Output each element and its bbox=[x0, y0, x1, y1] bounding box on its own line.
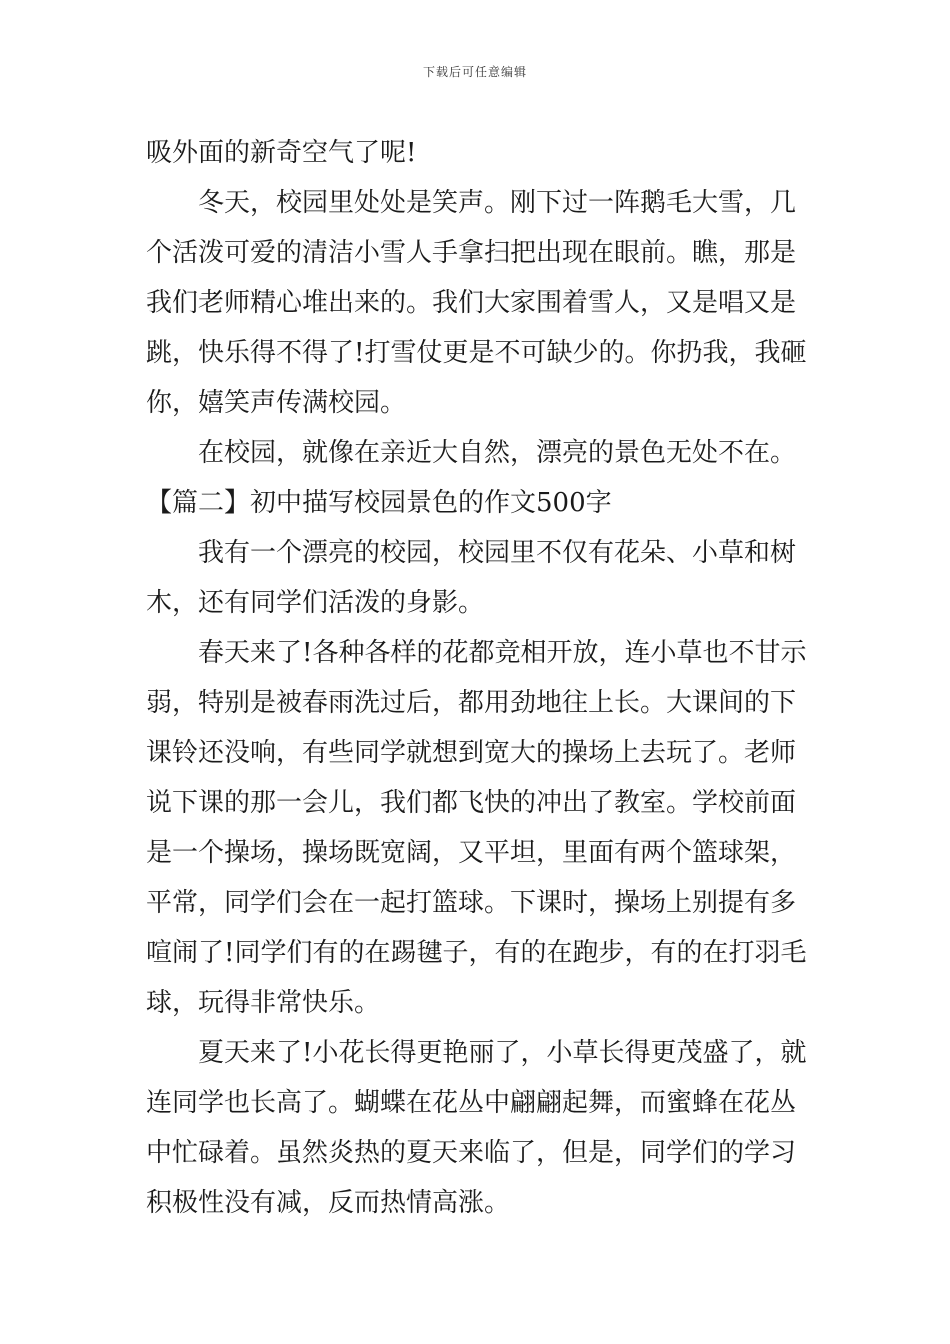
text-line: 弱，特别是被春雨洗过后，都用劲地往上长。大课间的下 bbox=[146, 688, 797, 718]
text-line: 说下课的那一会儿，我们都飞快的冲出了教室。学校前面 bbox=[146, 788, 797, 818]
text-line: 是一个操场，操场既宽阔，又平坦，里面有两个篮球架， bbox=[146, 838, 797, 868]
document-body bbox=[146, 128, 806, 1228]
paragraph-first-line: 冬天，校园里处处是笑声。刚下过一阵鹅毛大雪，几 bbox=[198, 188, 797, 218]
text-line: 球，玩得非常快乐。 bbox=[146, 988, 381, 1018]
text-line: 积极性没有减，反而热情高涨。 bbox=[146, 1188, 511, 1218]
text-line: 木，还有同学们活泼的身影。 bbox=[146, 588, 485, 618]
page-header: 下载后可任意编辑 bbox=[422, 65, 527, 79]
text-line: 吸外面的新奇空气了呢! bbox=[146, 138, 417, 168]
paragraph-first-line: 在校园，就像在亲近大自然，漂亮的景色无处不在。 bbox=[198, 438, 797, 468]
text-line: 个活泼可爱的清洁小雪人手拿扫把出现在眼前。瞧，那是 bbox=[146, 238, 797, 268]
paragraph-first-line: 我有一个漂亮的校园，校园里不仅有花朵、小草和树 bbox=[198, 538, 797, 568]
text-line: 课铃还没响，有些同学就想到宽大的操场上去玩了。老师 bbox=[146, 738, 797, 768]
paragraph-first-line: 夏天来了!小花长得更艳丽了，小草长得更茂盛了，就 bbox=[198, 1038, 806, 1068]
text-line: 我们老师精心堆出来的。我们大家围着雪人，又是唱又是 bbox=[146, 288, 797, 318]
text-line: 喧闹了!同学们有的在踢毽子，有的在跑步，有的在打羽毛 bbox=[146, 938, 806, 968]
text-line: 连同学也长高了。蝴蝶在花丛中翩翩起舞，而蜜蜂在花丛 bbox=[146, 1088, 797, 1118]
text-line: 你，嬉笑声传满校园。 bbox=[146, 388, 407, 418]
text-line: 跳，快乐得不得了!打雪仗更是不可缺少的。你扔我，我砸 bbox=[146, 338, 806, 368]
text-line: 平常，同学们会在一起打篮球。下课时，操场上别提有多 bbox=[146, 888, 797, 918]
paragraph-first-line: 春天来了!各种各样的花都竞相开放，连小草也不甘示 bbox=[198, 638, 806, 668]
section-heading: 【篇二】初中描写校园景色的作文500字 bbox=[146, 488, 612, 518]
text-line: 中忙碌着。虽然炎热的夏天来临了，但是，同学们的学习 bbox=[146, 1138, 797, 1168]
